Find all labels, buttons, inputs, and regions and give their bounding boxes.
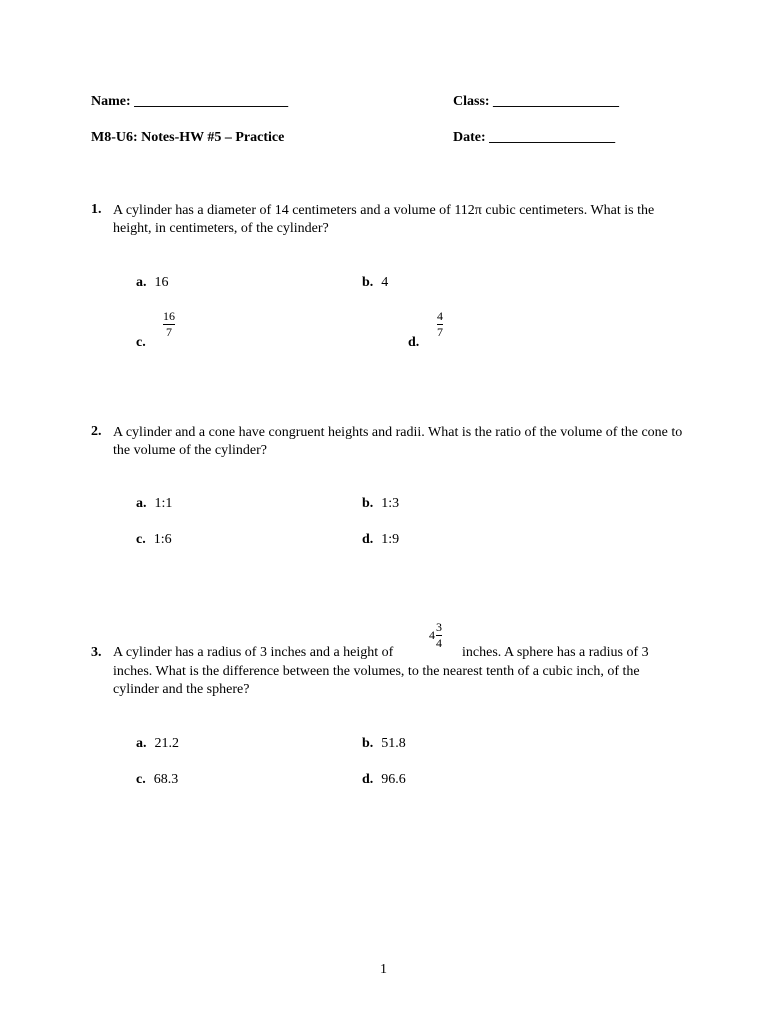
- numerator: 4: [437, 309, 443, 323]
- choice-value: 68.3: [153, 772, 179, 787]
- choice-label: b.: [362, 496, 374, 511]
- choice-value: 1:3: [381, 496, 400, 511]
- date-field[interactable]: Date: __________________: [453, 130, 616, 145]
- choice-label: b.: [362, 275, 374, 290]
- choice-label: d.: [362, 772, 374, 787]
- choice-b[interactable]: [362, 494, 399, 512]
- whole-part: 4: [429, 628, 435, 642]
- choice-value: 21.2: [154, 736, 179, 751]
- fraction: [437, 310, 443, 339]
- choice-a[interactable]: [136, 734, 179, 752]
- choice-label: d.: [362, 532, 374, 547]
- question-text: A cylinder and a cone have congruent heights and radii. What is the ratio of the volume of the cone to the volume of the cylinder?: [113, 425, 683, 458]
- choice-d[interactable]: [362, 530, 399, 548]
- question-number: 3.: [91, 645, 102, 660]
- choice-value: 16: [154, 275, 169, 290]
- question-number: 2.: [91, 424, 102, 439]
- denominator: 7: [166, 325, 172, 339]
- name-field[interactable]: Name: ______________________: [91, 94, 289, 109]
- denominator: 7: [437, 325, 443, 339]
- question-text: A cylinder has a diameter of 14 centimeters and a volume of 112π cubic centimeters. What is the height, in centimeters, of the cylinder?: [113, 203, 655, 236]
- choice-b[interactable]: [362, 273, 388, 291]
- choice-value: 1:9: [381, 532, 400, 547]
- choice-d[interactable]: [362, 770, 406, 788]
- fraction: [436, 621, 442, 650]
- question-number: 1.: [91, 202, 102, 217]
- choice-label: a.: [136, 275, 147, 290]
- fraction: [163, 310, 175, 339]
- choice-label: a.: [136, 496, 147, 511]
- choice-label: b.: [362, 736, 374, 751]
- question-text-rest: inches. What is the difference between the volumes, to the nearest tenth of a cubic inch, of the cylinder and the sphere?: [113, 664, 640, 697]
- numerator: 16: [163, 309, 175, 323]
- denominator: 4: [436, 636, 442, 650]
- question-text-start: A cylinder has a radius of 3 inches and a height of: [113, 645, 394, 660]
- choice-value: 1:6: [153, 532, 172, 547]
- choice-value: 1:1: [154, 496, 173, 511]
- choice-label: c.: [136, 772, 146, 787]
- choice-c[interactable]: [136, 770, 178, 788]
- choice-c[interactable]: c.: [136, 335, 146, 350]
- choice-a[interactable]: [136, 273, 169, 291]
- choice-d[interactable]: d.: [408, 335, 420, 350]
- choice-c[interactable]: [136, 530, 172, 548]
- numerator: 3: [436, 620, 442, 634]
- page-title: M8-U6: Notes-HW #5 – Practice: [91, 130, 285, 145]
- choice-value: 51.8: [381, 736, 406, 751]
- choice-value: 96.6: [381, 772, 406, 787]
- choice-a[interactable]: [136, 494, 172, 512]
- page-number: 1: [380, 962, 387, 977]
- question-text-continued: inches. A sphere has a radius of 3: [462, 645, 649, 660]
- class-field[interactable]: Class: __________________: [453, 94, 620, 109]
- choice-b[interactable]: [362, 734, 406, 752]
- choice-label: c.: [136, 532, 146, 547]
- mixed-number: [429, 621, 442, 650]
- choice-value: 4: [381, 275, 389, 290]
- choice-label: a.: [136, 736, 147, 751]
